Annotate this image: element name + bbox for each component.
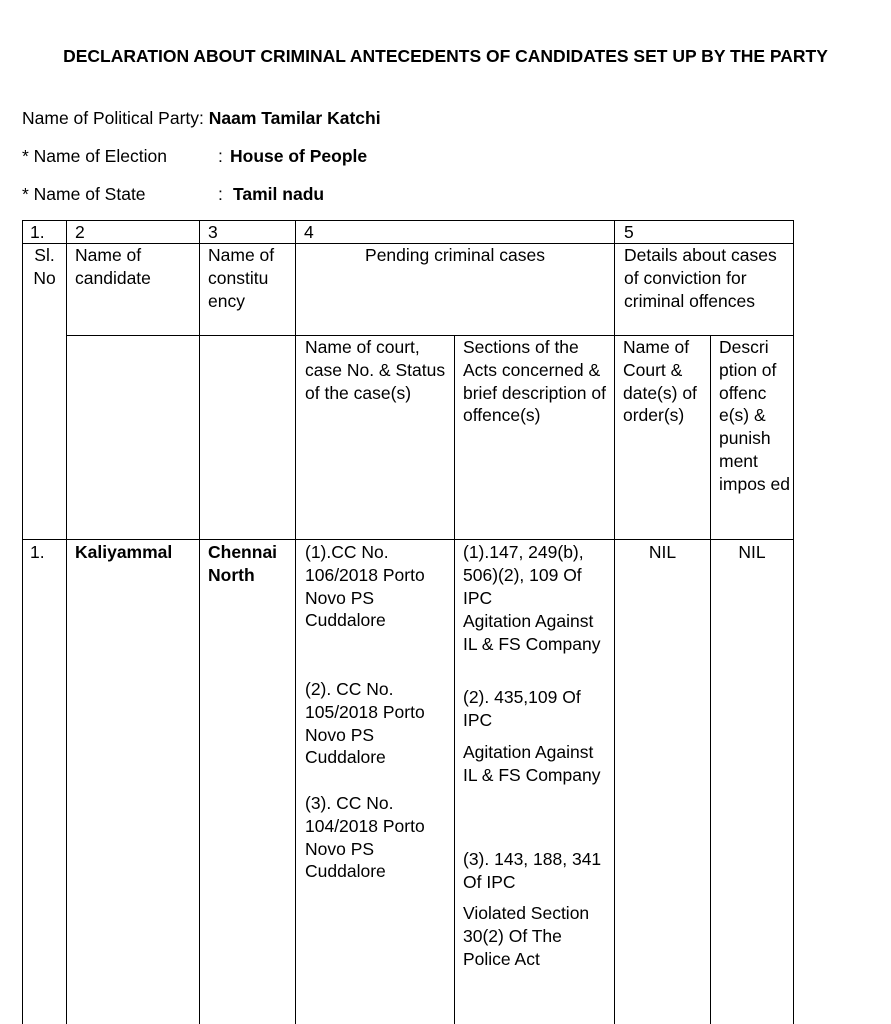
grid-line bbox=[22, 220, 23, 1024]
section-entry: Violated Section 30(2) Of The Police Act bbox=[463, 903, 590, 969]
grid-line bbox=[793, 220, 794, 1024]
election-value: House of People bbox=[230, 146, 368, 166]
case-entry: (1).CC No. 106/2018 Porto Novo PS Cuddalore bbox=[305, 542, 425, 631]
section-entry: (1).147, 249(b), 506)(2), 109 Of IPC bbox=[463, 542, 584, 608]
state-colon: : bbox=[218, 184, 223, 204]
col-number: 4 bbox=[304, 222, 314, 242]
row-constituency: Chennai North bbox=[208, 542, 278, 585]
election-label: * Name of Election bbox=[22, 146, 167, 166]
state-value: Tamil nadu bbox=[233, 184, 325, 204]
grid-line bbox=[295, 220, 296, 1024]
grid-line bbox=[66, 220, 67, 1024]
row-description: NIL bbox=[738, 542, 766, 562]
row-court-date: NIL bbox=[648, 542, 677, 562]
header-sections: Sections of the Acts concerned & brief description of offence(s) bbox=[463, 337, 606, 426]
party-label: Name of Political Party: bbox=[22, 108, 209, 128]
case-entry: (3). CC No. 104/2018 Porto Novo PS Cuddalore bbox=[305, 793, 425, 882]
grid-line bbox=[614, 220, 615, 1024]
section-entry: (2). 435,109 Of IPC bbox=[463, 687, 581, 730]
election-colon: : bbox=[218, 146, 223, 166]
col-number: 3 bbox=[208, 222, 218, 242]
grid-line bbox=[22, 539, 794, 540]
section-entry: Agitation Against IL & FS Company bbox=[463, 611, 601, 654]
document-title: DECLARATION ABOUT CRIMINAL ANTECEDENTS OF CANDIDATES SET UP BY THE PARTY bbox=[63, 46, 828, 66]
header-court-case: Name of court, case No. & Status of the case(s) bbox=[305, 337, 446, 403]
section-entry: Agitation Against IL & FS Company bbox=[463, 742, 601, 785]
header-pending-cases: Pending criminal cases bbox=[365, 245, 545, 265]
header-description: Descri ption of offenc e(s) & punish ment impos ed bbox=[719, 337, 791, 494]
state-label: * Name of State bbox=[22, 184, 146, 204]
grid-line bbox=[199, 220, 200, 1024]
header-sl-no: Sl. No bbox=[33, 245, 56, 288]
case-entry: (2). CC No. 105/2018 Porto Novo PS Cuddalore bbox=[305, 679, 425, 768]
col-number: 2 bbox=[75, 222, 85, 242]
grid-line bbox=[22, 220, 794, 221]
header-candidate: Name of candidate bbox=[75, 245, 151, 288]
col-number: 1. bbox=[30, 222, 45, 242]
grid-line bbox=[710, 335, 711, 1024]
section-entry: (3). 143, 188, 341 Of IPC bbox=[463, 849, 602, 892]
row-sl-no: 1. bbox=[30, 542, 45, 562]
party-line bbox=[22, 107, 381, 129]
grid-line bbox=[454, 335, 455, 1024]
party-value: Naam Tamilar Katchi bbox=[208, 108, 381, 128]
header-constituency: Name of constitu ency bbox=[208, 245, 275, 311]
election-line bbox=[22, 145, 522, 167]
col-number: 5 bbox=[624, 222, 634, 242]
row-candidate: Kaliyammal bbox=[75, 542, 173, 562]
header-conviction: Details about cases of conviction for criminal offences bbox=[624, 245, 777, 311]
header-court-date: Name of Court & date(s) of order(s) bbox=[623, 337, 697, 426]
state-line bbox=[22, 183, 522, 205]
